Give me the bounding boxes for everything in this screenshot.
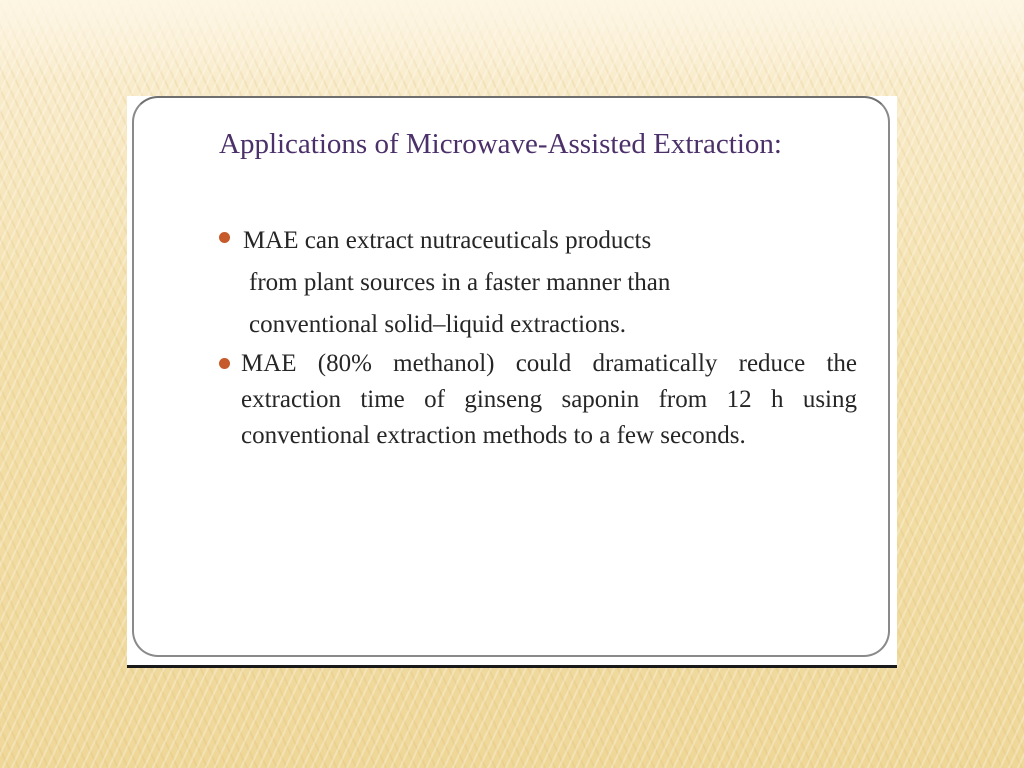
slide-content-panel (132, 96, 890, 657)
bullet-line: from plant sources in a faster manner than (249, 269, 671, 296)
background-top-fade (0, 0, 1024, 80)
bullet-line: conventional solid–liquid extractions. (249, 311, 627, 338)
slide-title: Applications of Microwave-Assisted Extraction: (219, 128, 782, 160)
bullet-marker-icon (219, 232, 230, 243)
bullet-item (219, 220, 859, 346)
slide-frame (127, 96, 897, 668)
bullet-item (219, 346, 859, 454)
bullet-text: MAE (80% methanol) could dramatically reduce the extraction time of ginseng saponin from 12 h using conventional extraction methods to a few seconds. (241, 350, 857, 449)
bullet-line: MAE can extract nutraceuticals products (243, 227, 652, 254)
bullet-marker-icon (219, 358, 230, 369)
